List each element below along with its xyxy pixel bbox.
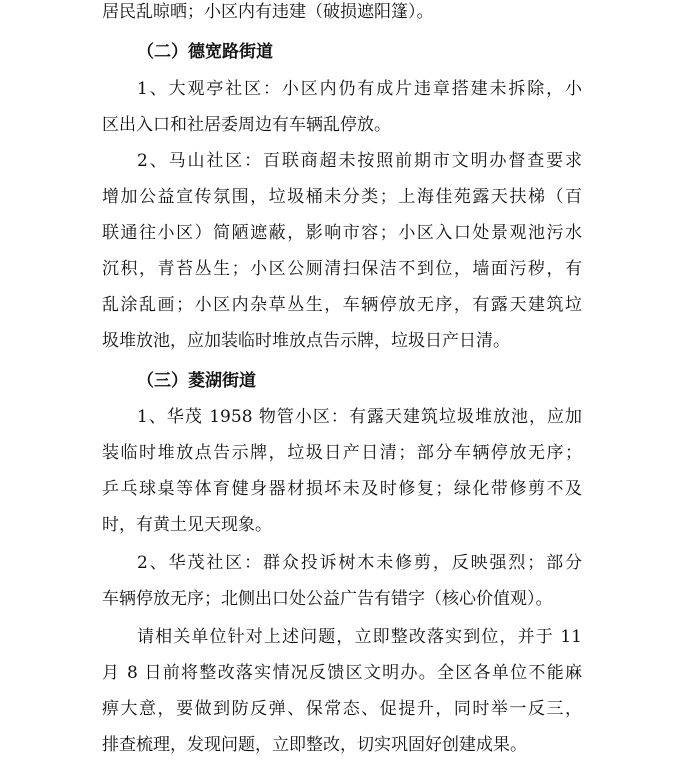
- text-line: 排查梳理，发现问题，立即整改，切实巩固好创建成果。: [102, 735, 527, 755]
- text-line: 乒乓球桌等体育健身器材损坏未及时修复；绿化带修剪不及: [102, 479, 582, 499]
- text-line: 沉积，青苔丛生；小区公厕清扫保洁不到位，墙面污秽，有: [102, 259, 582, 279]
- text-line: 圾堆放池，应加装临时堆放点告示牌，垃圾日产日清。: [102, 331, 510, 351]
- text-line: 居民乱晾晒；小区内有违建（破损遮阳篷）。: [102, 2, 434, 22]
- text-line: 区出入口和社居委周边有车辆乱停放。: [102, 115, 391, 135]
- text-line: 时，有黄土见天现象。: [102, 515, 272, 535]
- text-line: 月 8 日前将整改落实情况反馈区文明办。全区各单位不能麻: [102, 663, 582, 683]
- section-heading: （二）德宽路街道: [137, 42, 273, 62]
- text-line: 请相关单位针对上述问题，立即整改落实到位，并于 11: [137, 627, 582, 647]
- text-line: 痹大意，要做到防反弹、保常态、促提升，同时举一反三，: [102, 699, 582, 719]
- text-line: 2、马山社区：百联商超未按照前期市文明办督查要求: [137, 151, 582, 171]
- text-line: 车辆停放无序；北侧出口处公益广告有错字（核心价值观）。: [102, 589, 553, 609]
- text-line: 2、华茂社区：群众投诉树木未修剪，反映强烈；部分: [137, 553, 582, 573]
- text-line: 增加公益宣传氛围，垃圾桶未分类；上海佳苑露天扶梯（百: [102, 187, 582, 207]
- text-line: 乱涂乱画；小区内杂草丛生，车辆停放无序，有露天建筑垃: [102, 295, 582, 315]
- section-heading: （三）菱湖街道: [137, 371, 256, 391]
- text-line: 联通往小区）简陋遮蔽，影响市容；小区入口处景观池污水: [102, 223, 582, 243]
- text-line: 1、大观亭社区：小区内仍有成片违章搭建未拆除，小: [137, 79, 582, 99]
- text-line: 装临时堆放点告示牌，垃圾日产日清；部分车辆停放无序；: [102, 443, 582, 463]
- text-line: 1、华茂 1958 物管小区：有露天建筑垃圾堆放池，应加: [137, 407, 582, 427]
